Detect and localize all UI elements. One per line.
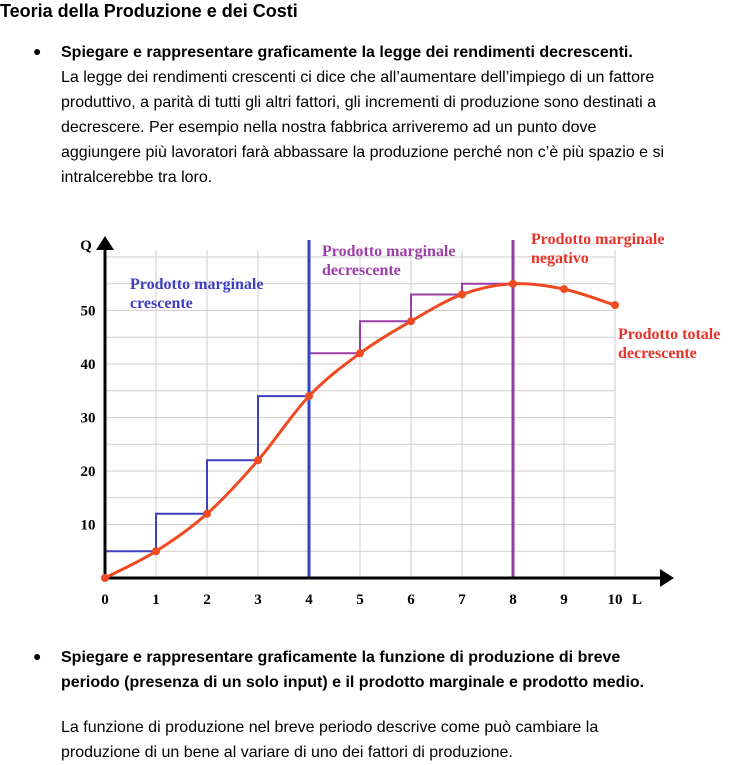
- paragraph-line: intralcerebbe tra loro.: [61, 169, 213, 186]
- x-tick-label: 1: [152, 592, 160, 608]
- region-label: Prodotto marginale: [322, 243, 456, 260]
- x-tick-label: 0: [101, 592, 109, 608]
- y-tick-label: 20: [80, 464, 96, 480]
- bullet-heading-line: periodo (presenza di un solo input) e il prodotto marginale e prodotto medio.: [61, 674, 645, 691]
- bullet-dot-icon: ●: [33, 648, 42, 664]
- data-point: [611, 301, 619, 309]
- paragraph-line: decrescere. Per esempio nella nostra fabbrica arriveremo ad un punto dove: [61, 119, 597, 136]
- x-tick-label: 9: [560, 592, 568, 608]
- page-title: Teoria della Produzione e dei Costi: [0, 1, 298, 21]
- data-point: [560, 285, 568, 293]
- bullet-item-2: [33, 645, 751, 695]
- data-point: [458, 290, 466, 298]
- bullet-heading-line: Spiegare e rappresentare graficamente la funzione di produzione di breve: [61, 649, 621, 666]
- x-tick-label: 5: [356, 592, 364, 608]
- paragraph-line: produttivo, a parità di tutti gli altri fattori, gli incrementi di produzione sono destinati a: [61, 94, 656, 111]
- paragraph-line: La legge dei rendimenti crescenti ci dice che all’aumentare dell’impiego di un fattore: [61, 69, 655, 86]
- data-point: [509, 280, 517, 288]
- x-tick-label: 6: [407, 592, 415, 608]
- y-tick-label: 40: [80, 357, 96, 373]
- bullet-dot-icon: ●: [33, 43, 42, 59]
- y-tick-label: 10: [80, 517, 96, 534]
- x-tick-label: 8: [509, 592, 517, 608]
- bullet-heading: Spiegare e rappresentare graficamente la legge dei rendimenti decrescenti.: [61, 44, 633, 61]
- region-labels: [130, 231, 720, 362]
- data-point: [152, 547, 160, 555]
- y-axis-label: Q: [80, 238, 92, 254]
- y-axis-arrow-icon: [96, 236, 114, 250]
- region-label: Prodotto totale: [618, 326, 721, 343]
- x-axis-label: L: [631, 592, 643, 608]
- x-tick-label: 4: [305, 592, 313, 608]
- data-point: [203, 510, 211, 518]
- x-tick-label: 2: [203, 592, 211, 608]
- data-point: [356, 349, 364, 357]
- region-label: negativo: [531, 250, 589, 267]
- x-tick-label: 10: [607, 592, 623, 608]
- region-label: Prodotto marginale: [130, 276, 264, 293]
- tick-labels: [80, 238, 642, 608]
- region-label: decrescente: [322, 262, 401, 279]
- data-point: [305, 392, 313, 400]
- y-tick-label: 30: [80, 410, 96, 427]
- paragraph-line: produzione di un bene al variare di uno dei fattori di produzione.: [61, 744, 513, 761]
- production-function-paragraph: [61, 715, 741, 765]
- y-tick-label: 50: [80, 303, 96, 320]
- data-point: [254, 456, 262, 464]
- region-label: crescente: [130, 295, 193, 312]
- region-label: decrescente: [618, 345, 697, 362]
- paragraph-line: aggiungere più lavoratori farà abbassare la produzione perché non c’è più spazio e si: [61, 144, 665, 161]
- paragraph-line: La funzione di produzione nel breve periodo descrive come può cambiare la: [61, 719, 599, 736]
- region-label: Prodotto marginale: [531, 231, 665, 248]
- x-axis-arrow-icon: [660, 569, 674, 587]
- x-tick-label: 3: [254, 592, 262, 608]
- x-tick-label: 7: [458, 592, 466, 608]
- data-point: [101, 574, 109, 582]
- data-point: [407, 317, 415, 325]
